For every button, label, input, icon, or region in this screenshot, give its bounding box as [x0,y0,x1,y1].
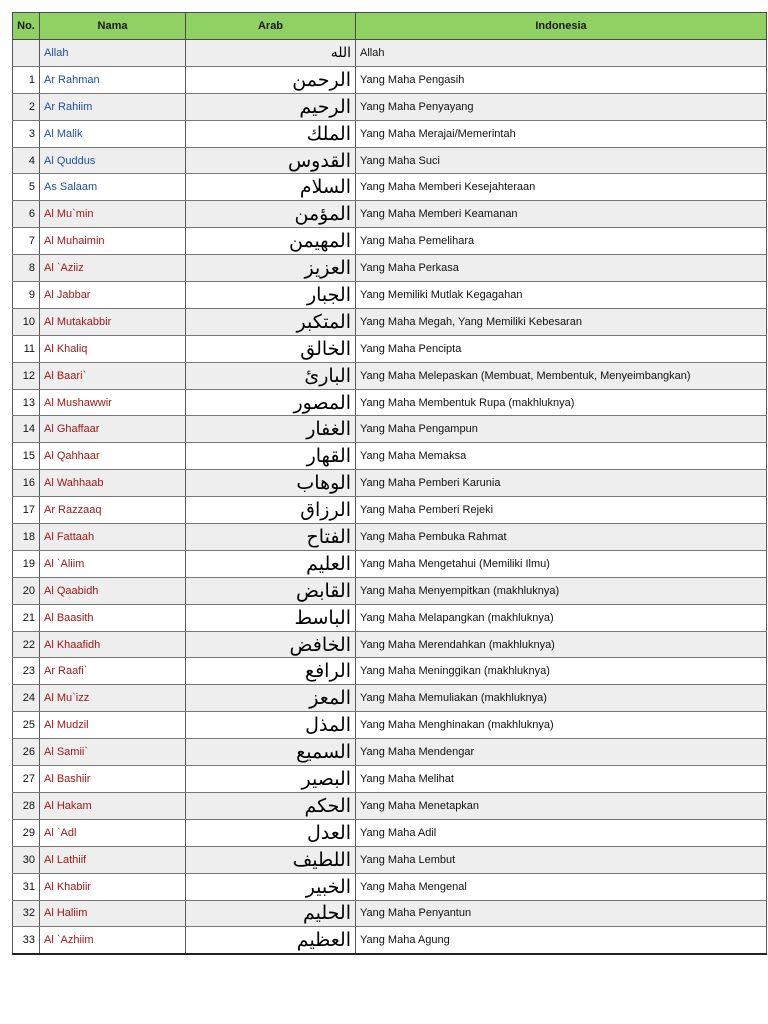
table-row [13,658,767,685]
header-row [13,13,767,40]
name-arabic: الفتاح [186,524,356,551]
meaning-indonesia: Yang Maha Mengenal [356,873,767,900]
table-row [13,335,767,362]
name-arabic: الخبير [186,873,356,900]
name-arabic: الوهاب [186,470,356,497]
meaning-indonesia: Yang Maha Meninggikan (makhluknya) [356,658,767,685]
row-number: 18 [13,524,40,551]
meaning-indonesia: Yang Maha Melihat [356,766,767,793]
name-latin: Al `Azhiim [40,927,186,954]
meaning-indonesia: Yang Maha Penyayang [356,93,767,120]
row-number: 24 [13,685,40,712]
meaning-indonesia: Yang Maha Mendengar [356,739,767,766]
table-row [13,120,767,147]
name-arabic: المصور [186,389,356,416]
name-latin: Al Mutakabbir [40,308,186,335]
meaning-indonesia: Allah [356,40,767,67]
row-number: 11 [13,335,40,362]
row-number: 14 [13,416,40,443]
name-arabic: المذل [186,712,356,739]
name-latin: Ar Rahman [40,66,186,93]
name-latin: Al Fattaah [40,524,186,551]
name-arabic: القابض [186,577,356,604]
name-latin: Al `Aliim [40,550,186,577]
row-number: 26 [13,739,40,766]
row-number: 7 [13,228,40,255]
table-row [13,362,767,389]
name-arabic: العدل [186,819,356,846]
table-row [13,389,767,416]
name-arabic: السميع [186,739,356,766]
table-row [13,255,767,282]
header-nama[interactable]: Nama [40,13,186,40]
name-arabic: الملك [186,120,356,147]
table-row [13,819,767,846]
name-latin: Ar Razzaaq [40,497,186,524]
meaning-indonesia: Yang Maha Menyempitkan (makhluknya) [356,577,767,604]
row-number: 9 [13,282,40,309]
meaning-indonesia: Yang Maha Mengetahui (Memiliki Ilmu) [356,550,767,577]
table-row [13,873,767,900]
meaning-indonesia: Yang Maha Pengampun [356,416,767,443]
table-row [13,228,767,255]
name-arabic: الرافع [186,658,356,685]
row-number [13,40,40,67]
meaning-indonesia: Yang Maha Adil [356,819,767,846]
row-number: 16 [13,470,40,497]
name-arabic: المهيمن [186,228,356,255]
name-arabic: العزيز [186,255,356,282]
name-latin: Al Bashiir [40,766,186,793]
row-number: 2 [13,93,40,120]
name-latin: Al Samii` [40,739,186,766]
meaning-indonesia: Yang Maha Merendahkan (makhluknya) [356,631,767,658]
name-latin: Al Khabiir [40,873,186,900]
table-row [13,766,767,793]
row-number: 10 [13,308,40,335]
meaning-indonesia: Yang Maha Memuliakan (makhluknya) [356,685,767,712]
table-row [13,308,767,335]
meaning-indonesia: Yang Maha Melapangkan (makhluknya) [356,604,767,631]
name-arabic: اللطيف [186,846,356,873]
row-number: 30 [13,846,40,873]
meaning-indonesia: Yang Maha Melepaskan (Membuat, Membentuk, Menyeimbangkan) [356,362,767,389]
name-arabic: الخافض [186,631,356,658]
table-row [13,174,767,201]
meaning-indonesia: Yang Maha Suci [356,147,767,174]
name-arabic: السلام [186,174,356,201]
row-number: 29 [13,819,40,846]
table-row [13,93,767,120]
meaning-indonesia: Yang Maha Memberi Keamanan [356,201,767,228]
header-no[interactable]: No. [13,13,40,40]
name-latin: Al Haliim [40,900,186,927]
row-number: 13 [13,389,40,416]
name-latin: Al Mushawwir [40,389,186,416]
name-arabic: المتكبر [186,308,356,335]
table-row [13,739,767,766]
table-row [13,282,767,309]
row-number: 5 [13,174,40,201]
name-arabic: العظيم [186,927,356,954]
row-number: 33 [13,927,40,954]
name-arabic: الباسط [186,604,356,631]
table-row [13,846,767,873]
meaning-indonesia: Yang Maha Lembut [356,846,767,873]
name-arabic: القدوس [186,147,356,174]
table-row [13,712,767,739]
table-row [13,201,767,228]
name-latin: Al Ghaffaar [40,416,186,443]
meaning-indonesia: Yang Maha Pembuka Rahmat [356,524,767,551]
meaning-indonesia: Yang Maha Agung [356,927,767,954]
table-row [13,416,767,443]
table-row [13,40,767,67]
name-latin: Al Khaafidh [40,631,186,658]
row-number: 12 [13,362,40,389]
name-arabic: الله [186,40,356,67]
table-row [13,66,767,93]
meaning-indonesia: Yang Maha Pengasih [356,66,767,93]
name-arabic: البصير [186,766,356,793]
row-number: 31 [13,873,40,900]
name-latin: Al Wahhaab [40,470,186,497]
meaning-indonesia: Yang Maha Pemelihara [356,228,767,255]
meaning-indonesia: Yang Maha Perkasa [356,255,767,282]
meaning-indonesia: Yang Maha Menghinakan (makhluknya) [356,712,767,739]
meaning-indonesia: Yang Maha Memberi Kesejahteraan [356,174,767,201]
meaning-indonesia: Yang Maha Merajai/Memerintah [356,120,767,147]
row-number: 4 [13,147,40,174]
name-latin: Al Mu`izz [40,685,186,712]
row-number: 25 [13,712,40,739]
header-arab[interactable]: Arab [186,13,356,40]
meaning-indonesia: Yang Maha Penyantun [356,900,767,927]
table-row [13,685,767,712]
name-latin: Al Muhaimin [40,228,186,255]
row-number: 8 [13,255,40,282]
name-latin: Al Baasith [40,604,186,631]
row-number: 23 [13,658,40,685]
table-row [13,147,767,174]
name-latin: Al Qahhaar [40,443,186,470]
name-latin: Al Qaabidh [40,577,186,604]
row-number: 21 [13,604,40,631]
name-latin: Al `Adl [40,819,186,846]
name-latin: Al Lathiif [40,846,186,873]
name-arabic: المؤمن [186,201,356,228]
row-number: 15 [13,443,40,470]
row-number: 28 [13,792,40,819]
table-row [13,470,767,497]
name-latin: Allah [40,40,186,67]
name-arabic: الحكم [186,792,356,819]
name-arabic: البارئ [186,362,356,389]
meaning-indonesia: Yang Memiliki Mutlak Kegagahan [356,282,767,309]
name-arabic: الرحيم [186,93,356,120]
meaning-indonesia: Yang Maha Megah, Yang Memiliki Kebesaran [356,308,767,335]
name-arabic: القهار [186,443,356,470]
name-latin: Al Quddus [40,147,186,174]
name-latin: Al Baari` [40,362,186,389]
row-number: 19 [13,550,40,577]
table-row [13,497,767,524]
meaning-indonesia: Yang Maha Pemberi Karunia [356,470,767,497]
meaning-indonesia: Yang Maha Membentuk Rupa (makhluknya) [356,389,767,416]
table-row [13,604,767,631]
name-arabic: الخالق [186,335,356,362]
name-latin: Ar Raafi` [40,658,186,685]
name-arabic: الحليم [186,900,356,927]
name-latin: Al Malik [40,120,186,147]
meaning-indonesia: Yang Maha Pencipta [356,335,767,362]
table-row [13,443,767,470]
row-number: 17 [13,497,40,524]
table-row [13,577,767,604]
name-latin: As Salaam [40,174,186,201]
table-row [13,550,767,577]
name-arabic: الغفار [186,416,356,443]
name-latin: Al Mu`min [40,201,186,228]
name-arabic: الجبار [186,282,356,309]
name-latin: Al Jabbar [40,282,186,309]
row-number: 1 [13,66,40,93]
table-row [13,792,767,819]
row-number: 32 [13,900,40,927]
name-arabic: الرحمن [186,66,356,93]
header-indonesia[interactable]: Indonesia [356,13,767,40]
name-latin: Al `Aziiz [40,255,186,282]
name-latin: Ar Rahiim [40,93,186,120]
asmaul-husna-table [12,12,767,955]
name-arabic: المعز [186,685,356,712]
meaning-indonesia: Yang Maha Pemberi Rejeki [356,497,767,524]
row-number: 3 [13,120,40,147]
name-arabic: العليم [186,550,356,577]
table-row [13,927,767,954]
row-number: 22 [13,631,40,658]
row-number: 20 [13,577,40,604]
row-number: 6 [13,201,40,228]
name-arabic: الرزاق [186,497,356,524]
table-row [13,900,767,927]
name-latin: Al Mudzil [40,712,186,739]
name-latin: Al Khaliq [40,335,186,362]
table-body [13,40,767,955]
meaning-indonesia: Yang Maha Memaksa [356,443,767,470]
meaning-indonesia: Yang Maha Menetapkan [356,792,767,819]
row-number: 27 [13,766,40,793]
table-row [13,631,767,658]
name-latin: Al Hakam [40,792,186,819]
table-row [13,524,767,551]
